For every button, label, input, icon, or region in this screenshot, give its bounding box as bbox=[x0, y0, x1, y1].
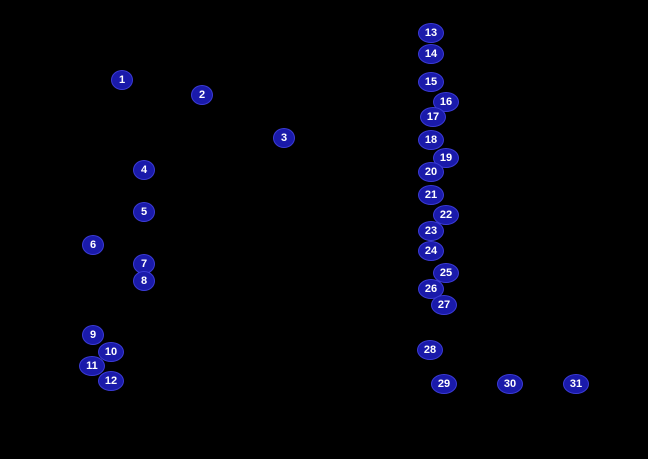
element-marker-17[interactable]: 17 bbox=[420, 107, 446, 127]
element-marker-14[interactable]: 14 bbox=[418, 44, 444, 64]
element-marker-8[interactable]: 8 bbox=[133, 271, 155, 291]
element-marker-24[interactable]: 24 bbox=[418, 241, 444, 261]
element-marker-20[interactable]: 20 bbox=[418, 162, 444, 182]
element-marker-25[interactable]: 25 bbox=[433, 263, 459, 283]
element-marker-12[interactable]: 12 bbox=[98, 371, 124, 391]
element-marker-21[interactable]: 21 bbox=[418, 185, 444, 205]
element-marker-5[interactable]: 5 bbox=[133, 202, 155, 222]
element-marker-15[interactable]: 15 bbox=[418, 72, 444, 92]
element-marker-27[interactable]: 27 bbox=[431, 295, 457, 315]
element-marker-6[interactable]: 6 bbox=[82, 235, 104, 255]
element-marker-31[interactable]: 31 bbox=[563, 374, 589, 394]
element-marker-18[interactable]: 18 bbox=[418, 130, 444, 150]
element-marker-1[interactable]: 1 bbox=[111, 70, 133, 90]
element-marker-19[interactable]: 19 bbox=[433, 148, 459, 168]
element-marker-16[interactable]: 16 bbox=[433, 92, 459, 112]
element-marker-22[interactable]: 22 bbox=[433, 205, 459, 225]
element-marker-30[interactable]: 30 bbox=[497, 374, 523, 394]
element-marker-13[interactable]: 13 bbox=[418, 23, 444, 43]
element-marker-11[interactable]: 11 bbox=[79, 356, 105, 376]
element-marker-7[interactable]: 7 bbox=[133, 254, 155, 274]
element-marker-9[interactable]: 9 bbox=[82, 325, 104, 345]
element-marker-29[interactable]: 29 bbox=[431, 374, 457, 394]
element-marker-10[interactable]: 10 bbox=[98, 342, 124, 362]
element-marker-3[interactable]: 3 bbox=[273, 128, 295, 148]
element-marker-2[interactable]: 2 bbox=[191, 85, 213, 105]
element-marker-4[interactable]: 4 bbox=[133, 160, 155, 180]
element-marker-28[interactable]: 28 bbox=[417, 340, 443, 360]
element-marker-23[interactable]: 23 bbox=[418, 221, 444, 241]
element-marker-26[interactable]: 26 bbox=[418, 279, 444, 299]
